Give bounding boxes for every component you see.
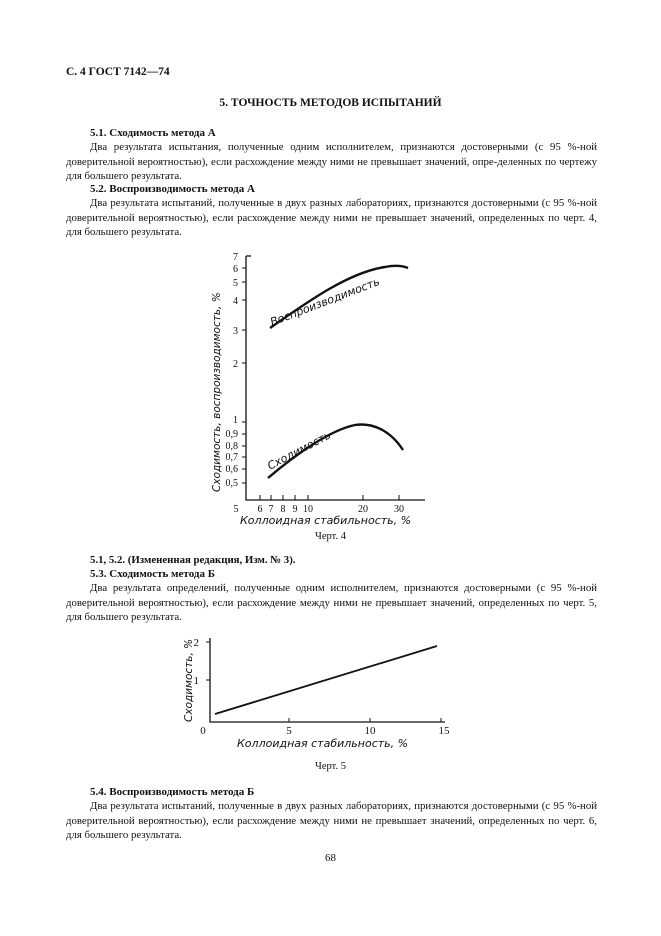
chart-5-x-label: Коллоидная стабильность, % [237, 737, 409, 750]
heading-5-1: 5.1. Сходимость метода А [90, 127, 216, 139]
x-tick: 9 [292, 504, 298, 515]
x-tick: 10 [303, 504, 313, 515]
section-title: 5. ТОЧНОСТЬ МЕТОДОВ ИСПЫТАНИЙ [219, 97, 442, 109]
label-repeatability: Сходимость [265, 428, 333, 473]
x-tick: 5 [233, 504, 239, 515]
paragraph-5-3: Два результата определений, полученные одним исполнителем, признаются достоверными (с 95 %-ной доверительной вероятностью), если расхождение между ними не превышает значений, определенных по черт. 5, для большего результата. [66, 582, 597, 624]
label-reproducibility: Воспроизводимость [268, 275, 382, 329]
chart-4-caption: Черт. 4 [315, 531, 346, 542]
y-tick: 3 [233, 326, 238, 337]
x-tick: 0 [200, 725, 206, 737]
chart-4-x-label: Коллоидная стабильность, % [240, 514, 412, 527]
x-tick: 7 [268, 504, 274, 515]
x-tick: 6 [257, 504, 263, 515]
running-head: С. 4 ГОСТ 7142—74 [66, 66, 170, 78]
y-tick: 1 [193, 675, 199, 687]
y-tick: 2 [193, 637, 199, 649]
x-tick: 10 [364, 725, 376, 737]
x-tick: 8 [280, 504, 286, 515]
x-tick: 5 [286, 725, 292, 737]
x-tick: 20 [358, 504, 368, 515]
paragraph-5-1: Два результата испытания, полученные одним исполнителем, признаются достоверными (с 95 %-ной доверительной вероятностью), если расхождение между ними не превышает значений, опре-деленных по чертежу для большего результата. [66, 141, 597, 183]
y-tick: 6 [233, 264, 238, 275]
chart-5 [175, 630, 460, 758]
y-tick: 5 [233, 278, 238, 289]
chart-4-y-label: Сходимость, воспроизводимость, % [211, 292, 223, 492]
y-tick: 0,8 [225, 441, 238, 452]
chart-5-caption: Черт. 5 [315, 761, 346, 772]
y-tick: 0,9 [225, 429, 238, 440]
y-tick: 0,7 [225, 452, 238, 463]
y-tick: 4 [233, 296, 238, 307]
heading-5-4: 5.4. Воспроизводимость метода Б [90, 786, 255, 798]
y-tick: 0,6 [225, 464, 238, 475]
x-tick: 15 [438, 725, 450, 737]
y-tick: 1 [233, 415, 238, 426]
heading-5-3: 5.3. Сходимость метода Б [90, 568, 215, 580]
y-tick: 0,5 [225, 478, 238, 489]
heading-5-2: 5.2. Воспроизводимость метода А [90, 183, 255, 195]
chart-4 [200, 250, 440, 530]
x-tick: 30 [394, 504, 404, 515]
chart-5-y-label: Сходимость, % [183, 638, 195, 722]
page-number: 68 [325, 852, 336, 864]
y-tick: 7 [233, 252, 238, 263]
paragraph-5-2: Два результата испытаний, полученные в двух разных лабораториях, признаются достоверными (с 95 %-ной доверительной вероятностью), если расхождение между ними не превышает значений, определенных по черт. 4, для большего результата. [66, 197, 597, 239]
y-tick: 2 [233, 359, 238, 370]
repeatability-line [215, 646, 437, 714]
paragraph-5-4: Два результата испытаний, полученные в двух разных лабораториях, признаются достоверными (с 95 %-ной доверительной вероятностью), если расхождение между ними не превышает значений, определенных по черт. 6, для большего результата. [66, 800, 597, 842]
amendment-note: 5.1, 5.2. (Измененная редакция, Изм. № 3). [90, 554, 296, 566]
